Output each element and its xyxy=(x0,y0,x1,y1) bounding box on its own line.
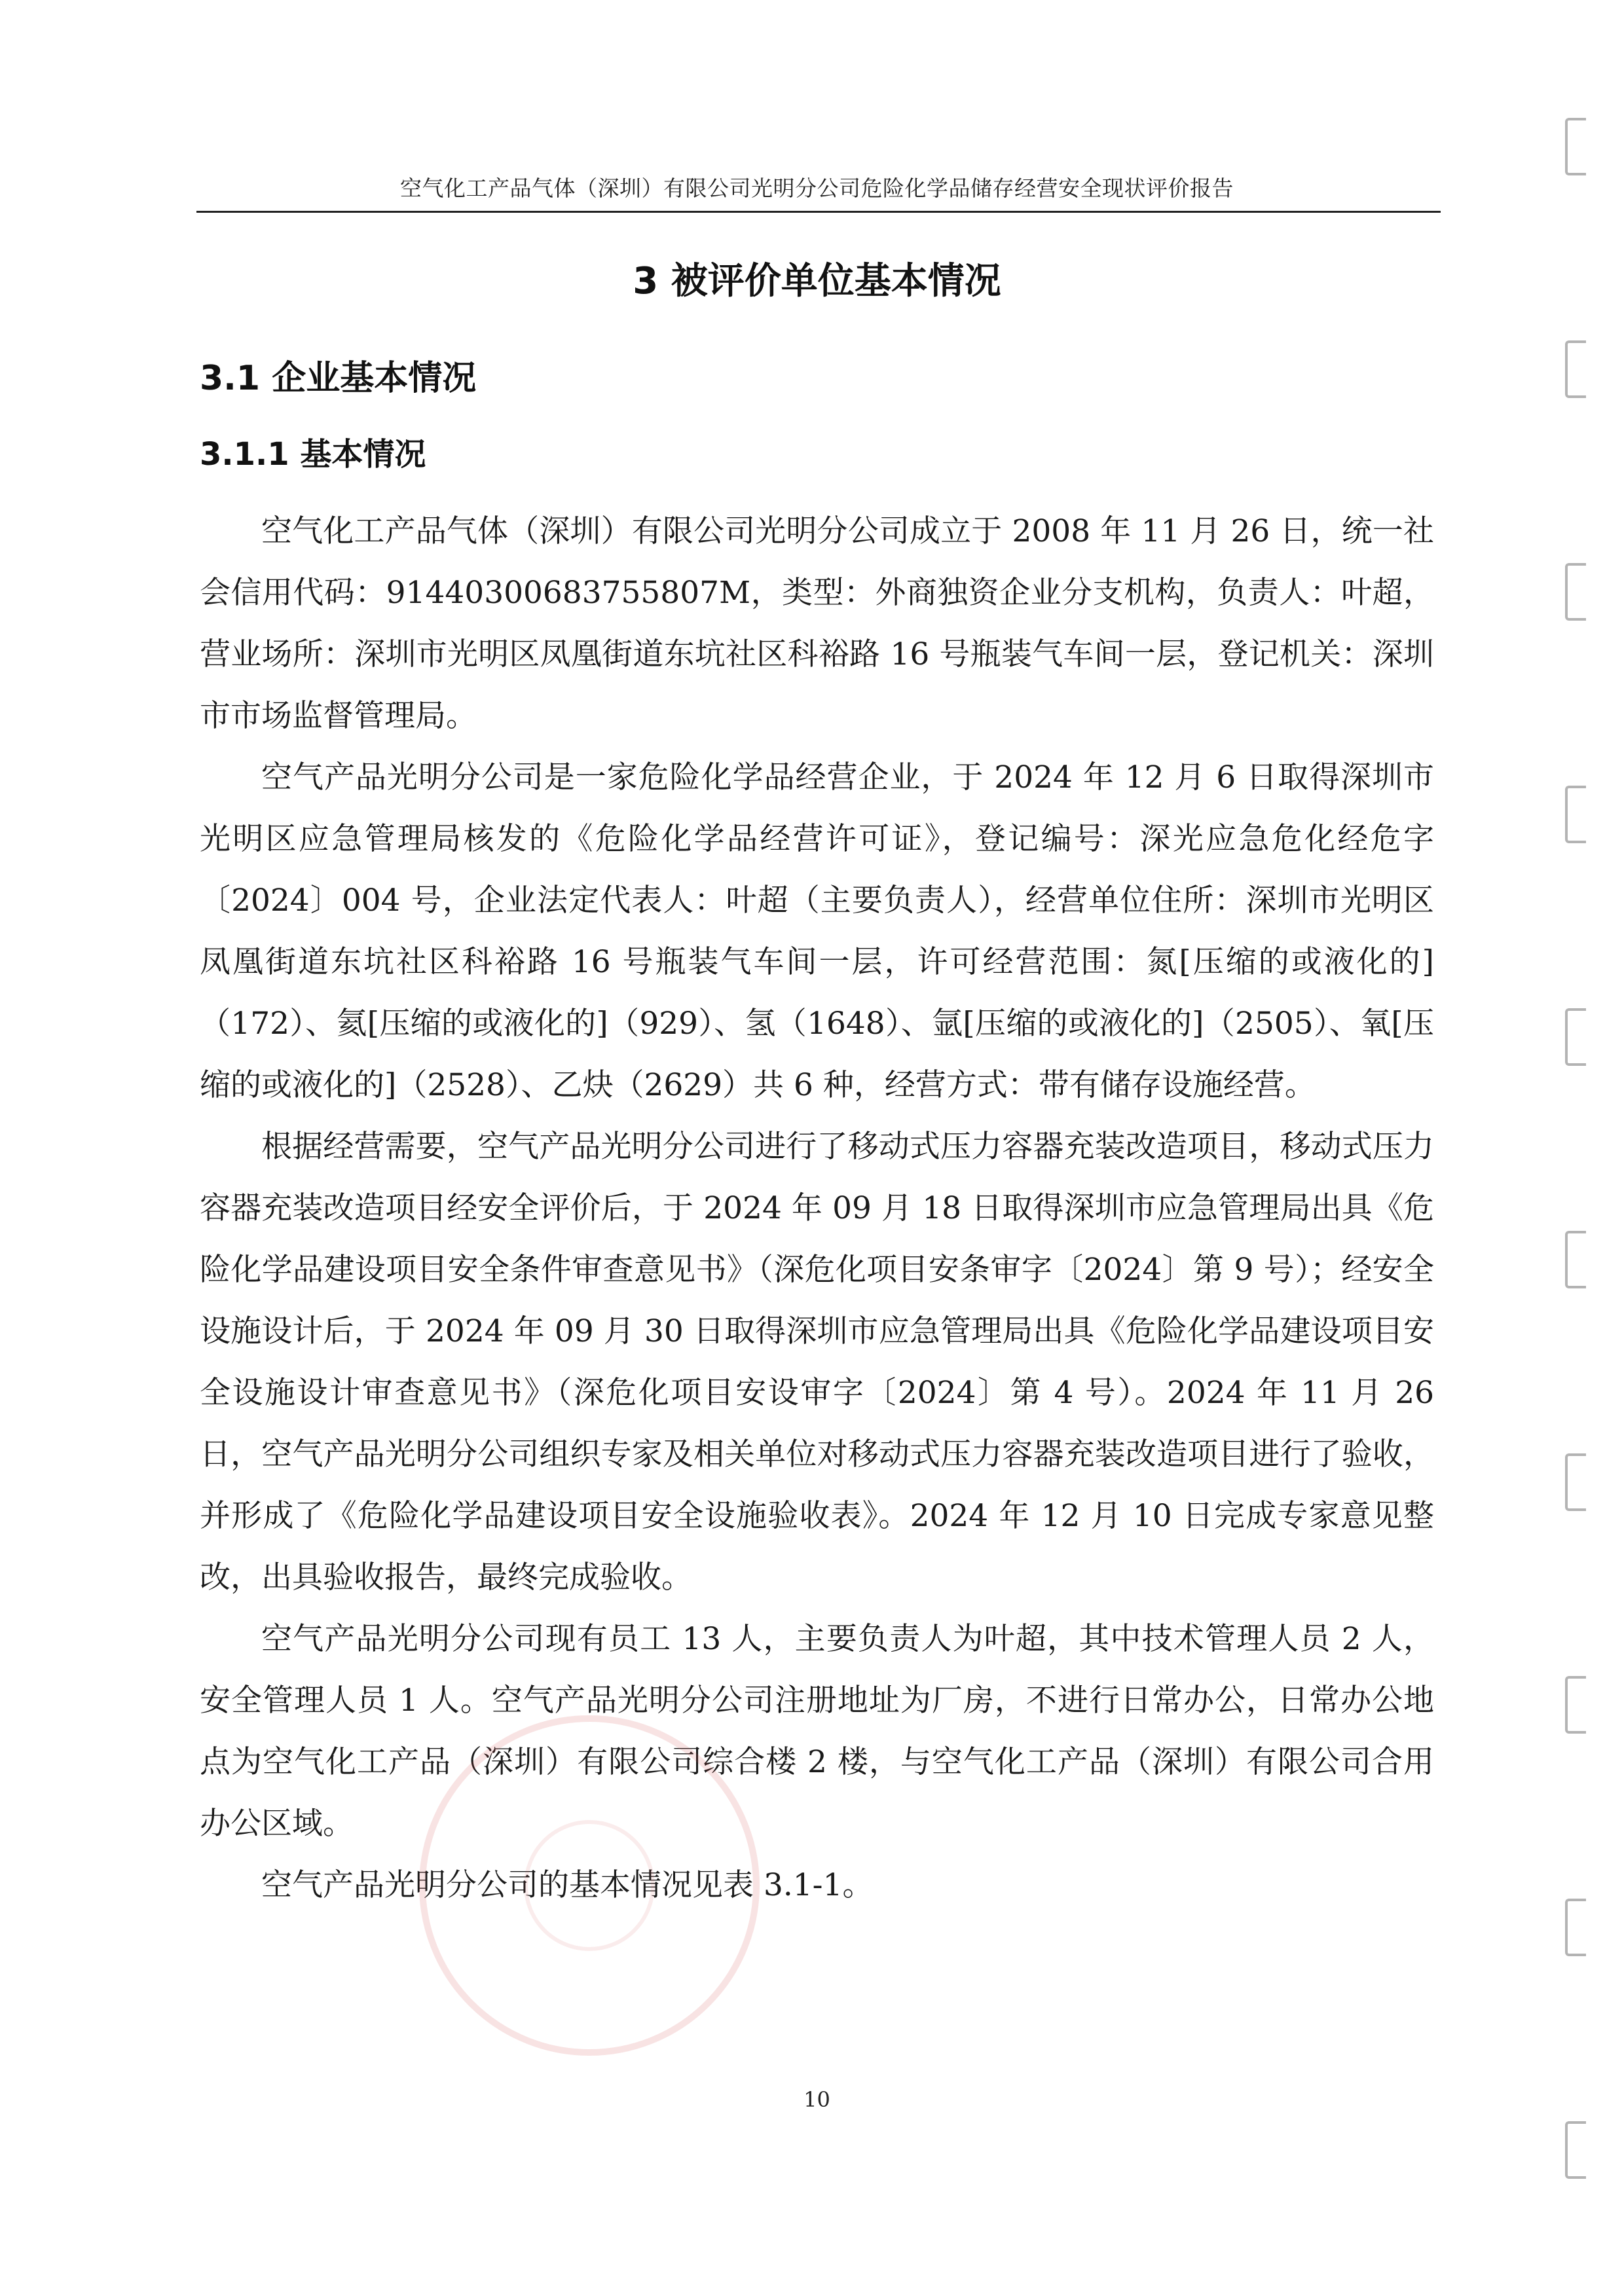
chapter-title: 3 被评价单位基本情况 xyxy=(633,260,1001,302)
binding-mark xyxy=(1565,786,1586,843)
body-text xyxy=(200,501,1434,1916)
binding-mark xyxy=(1565,118,1586,175)
paragraph: 根据经营需要，空气产品光明分公司进行了移动式压力容器充装改造项目，移动式压力容器充装改造项目经安全评价后，于 2024 年 09 月 18 日取得深圳市应急管理局出具《危险化学品建设项目安全条件审查意见书》（深危化项目安条审字〔2024〕第 9 号）；经安全设施设计后，于 2024 年 09 月 30 日取得深圳市应急管理局出具《危险化学品建设项目安全设施设计审查意见书》（深危化项目安设审字〔2024〕第 4 号）。2024 年 11 月 26 日，空气产品光明分公司组织专家及相关单位对移动式压力容器充装改造项目进行了验收，并形成了《危险化学品建设项目安全设施验收表》。2024 年 12 月 10 日完成专家意见整改，出具验收报告，最终完成验收。 xyxy=(200,1129,1434,1595)
binding-mark xyxy=(1565,340,1586,398)
page-number: 10 xyxy=(803,2087,830,2112)
header-rule xyxy=(196,211,1441,213)
section-title: 3.1 企业基本情况 xyxy=(200,359,477,398)
paragraph: 空气化工产品气体（深圳）有限公司光明分公司成立于 2008 年 11 月 26 日，统一社会信用代码：91440300683755807M，类型：外商独资企业分支机构，负责人：叶超，营业场所：深圳市光明区凤凰街道东坑社区科裕路 16 号瓶装气车间一层，登记机关：深圳市市场监督管理局。 xyxy=(200,513,1434,734)
binding-marks xyxy=(1565,105,1604,2200)
binding-mark xyxy=(1565,1008,1586,1066)
binding-mark xyxy=(1565,1899,1586,1956)
paragraph: 空气产品光明分公司的基本情况见表 3.1-1。 xyxy=(261,1867,874,1903)
binding-mark xyxy=(1565,2121,1586,2179)
binding-mark xyxy=(1565,1453,1586,1511)
binding-mark xyxy=(1565,1231,1586,1288)
subsection-title: 3.1.1 基本情况 xyxy=(200,436,426,473)
paragraph: 空气产品光明分公司现有员工 13 人，主要负责人为叶超，其中技术管理人员 2 人，安全管理人员 1 人。空气产品光明分公司注册地址为厂房，不进行日常办公，日常办公地点为空气化工产品（深圳）有限公司综合楼 2 楼，与空气化工产品（深圳）有限公司合用办公区域。 xyxy=(200,1621,1434,1842)
binding-mark xyxy=(1565,563,1586,621)
paragraph: 空气产品光明分公司是一家危险化学品经营企业，于 2024 年 12 月 6 日取得深圳市光明区应急管理局核发的《危险化学品经营许可证》，登记编号：深光应急危化经危字〔2024〕004 号，企业法定代表人：叶超（主要负责人），经营单位住所：深圳市光明区凤凰街道东坑社区科裕路 16 号瓶装气车间一层，许可经营范围：氮[压缩的或液化的]（172）、氦[压缩的或液化的]（929）、氢（1648）、氩[压缩的或液化的]（2505）、氧[压缩的或液化的]（2528）、乙炔（2629）共 6 种，经营方式：带有储存设施经营。 xyxy=(200,759,1434,1103)
running-header: 空气化工产品气体（深圳）有限公司光明分公司危险化学品储存经营安全现状评价报告 xyxy=(400,175,1234,201)
binding-mark xyxy=(1565,1676,1586,1734)
